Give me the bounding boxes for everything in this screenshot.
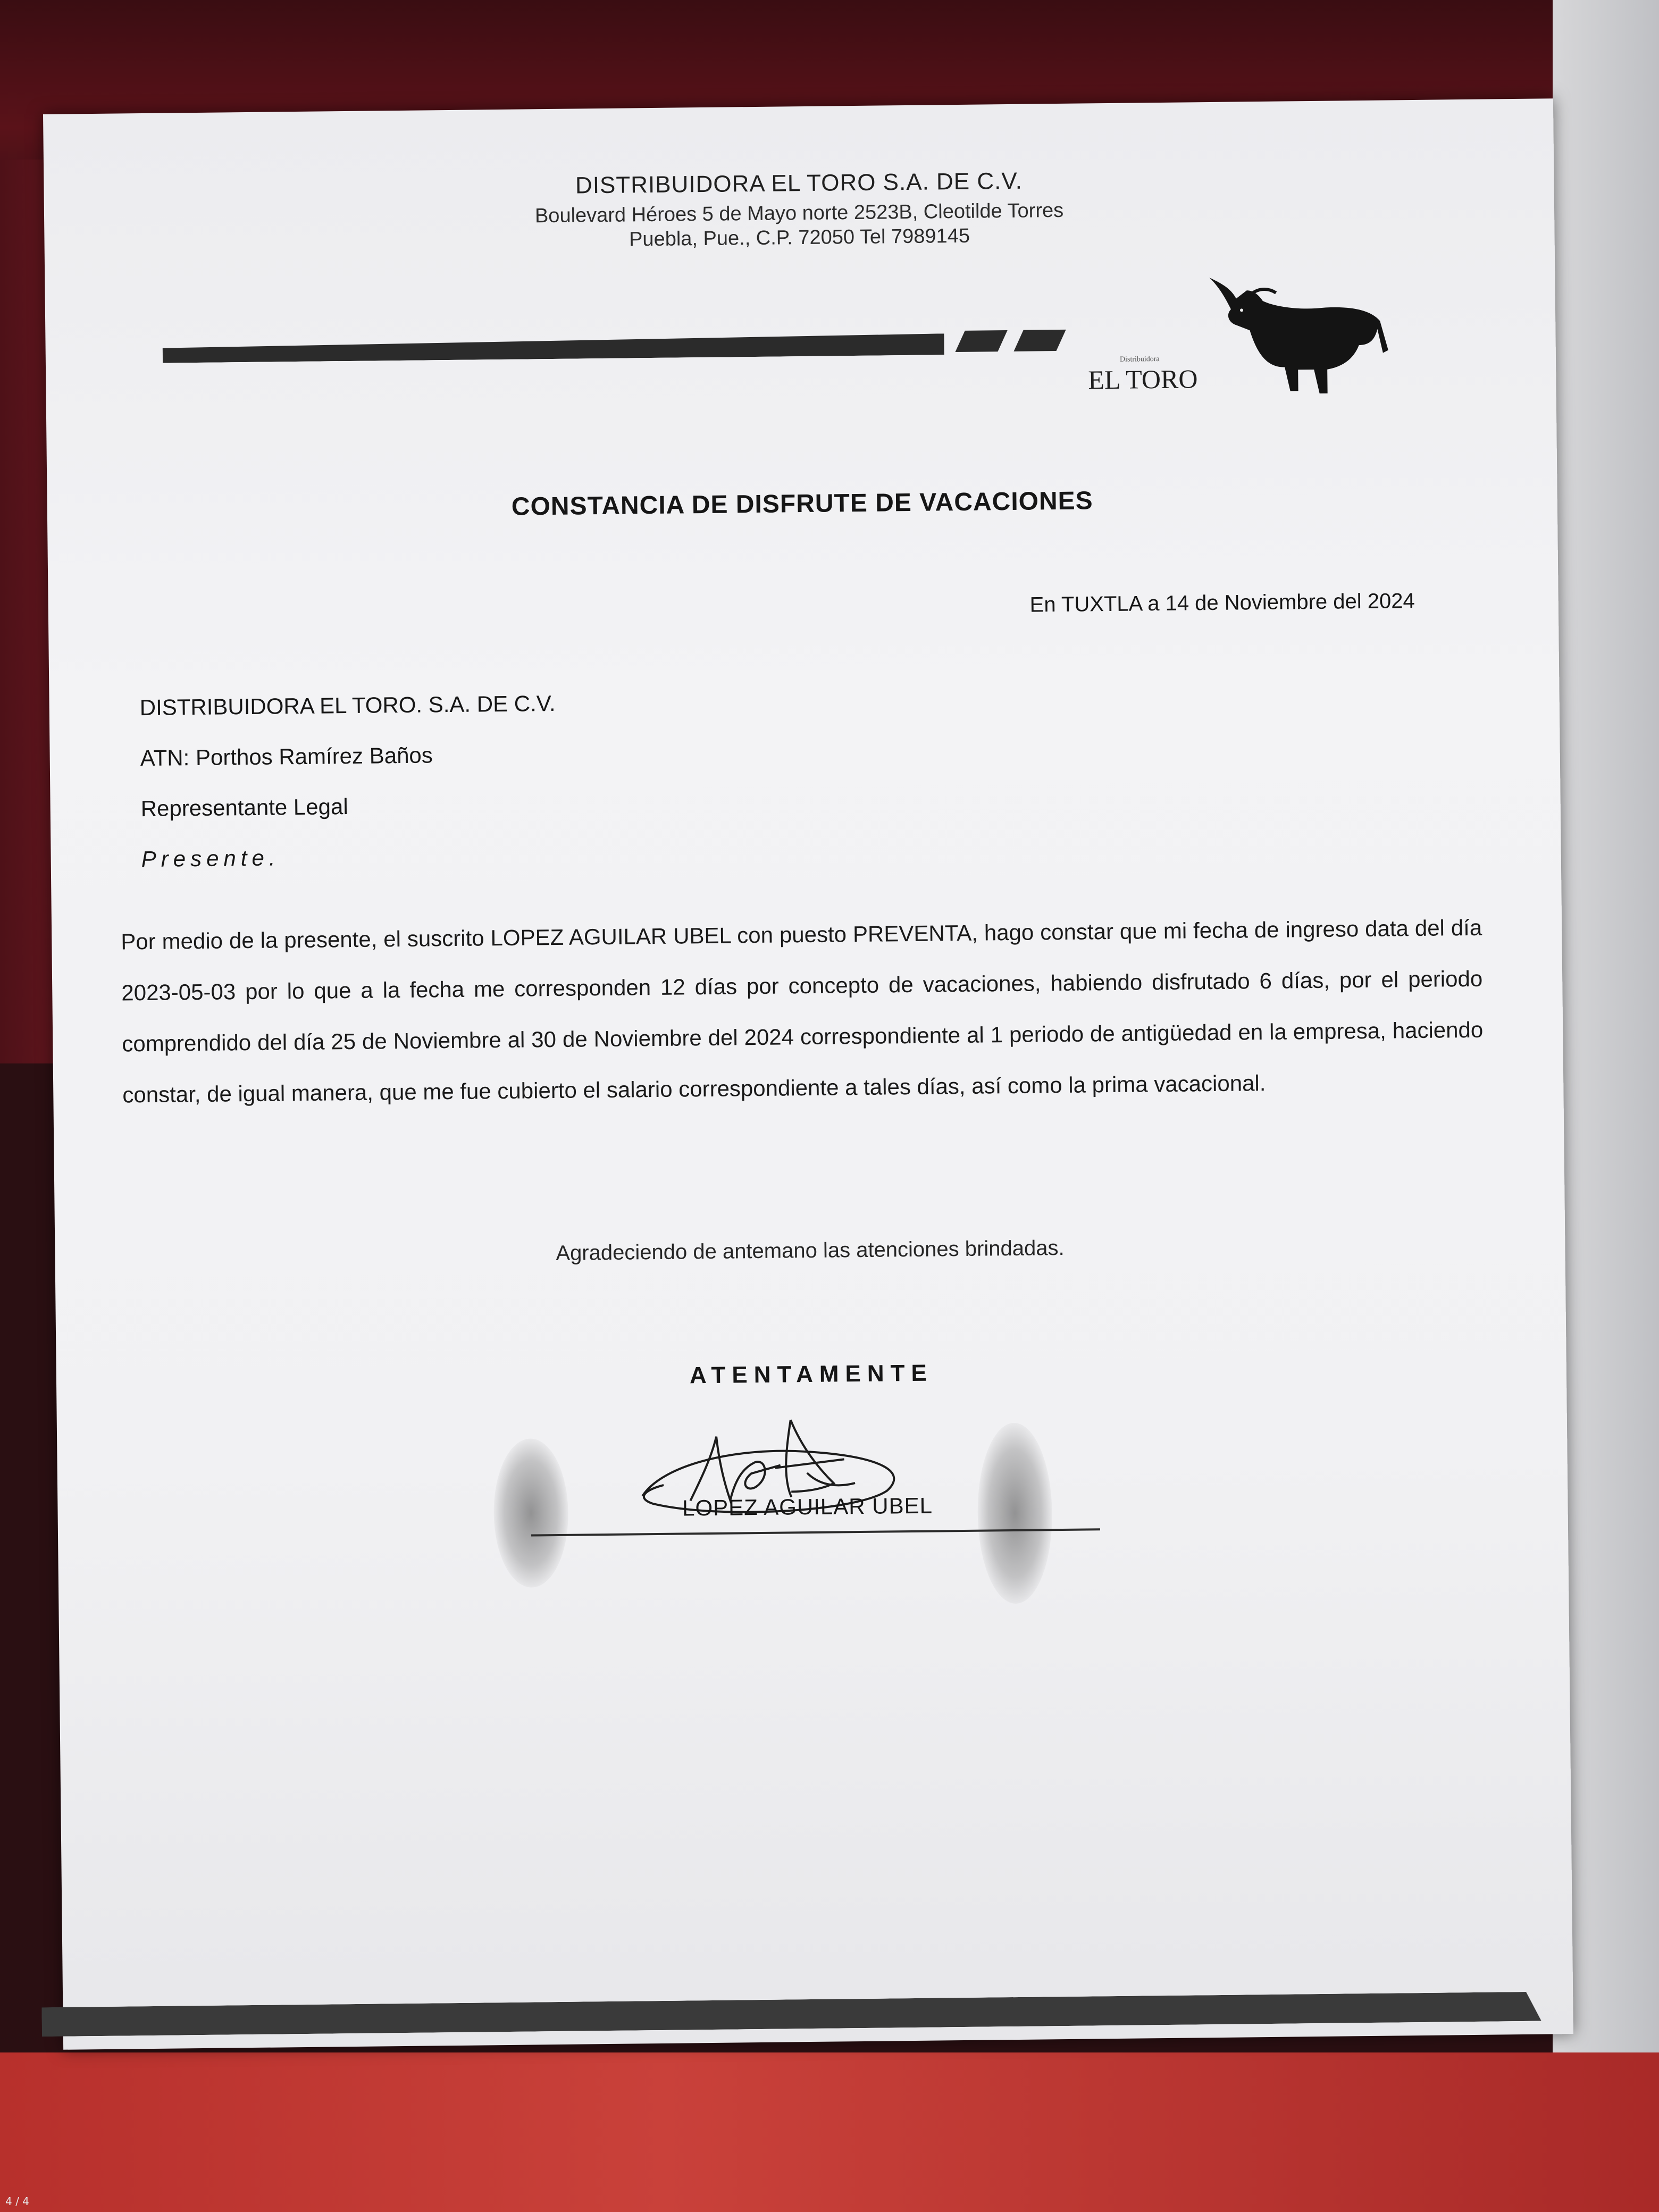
company-address xyxy=(44,193,1555,258)
body-paragraph: Por medio de la presente, el suscrito LOPEZ AGUILAR UBEL con puesto PREVENTA, hago constar que mi fecha de ingreso data del día 2023-05-03 por lo que a la fecha me corresponden 12 días por concepto de vacaciones, habiendo disfrutado 6 días, por el periodo comprendido del día 25 de Noviembre al 30 de Noviembre del 2024 correspondiente al 1 periodo de antigüedad en la empresa, haciendo constar, de igual manera, que me fue cubierto el salario correspondiente a tales días, así como la prima vacacional. xyxy=(121,915,1484,1108)
company-address-line1: Boulevard Héroes 5 de Mayo norte 2523B, Cleotilde Torres xyxy=(534,199,1064,228)
letterhead-dash xyxy=(955,330,1007,352)
document-paper xyxy=(43,98,1573,2050)
page-mark: 4 / 4 xyxy=(5,2195,29,2208)
background-red-surface xyxy=(0,2052,1659,2212)
document-date: En TUXTLA a 14 de Noviembre del 2024 xyxy=(1029,589,1415,617)
closing-thanks: Agradeciendo de antemano las atenciones brindadas. xyxy=(556,1236,1065,1265)
letterhead-dash xyxy=(1013,330,1066,351)
recipient-role: Representante Legal xyxy=(140,794,348,822)
recipient-block xyxy=(139,678,557,884)
logo-wordmark: EL TORO xyxy=(1088,364,1198,395)
recipient-company: DISTRIBUIDORA EL TORO. S.A. DE C.V. xyxy=(139,690,556,720)
footer-bar xyxy=(41,1992,1541,2037)
logo-tagline: Distribuidora xyxy=(1119,355,1160,364)
letterhead-bar xyxy=(163,333,944,363)
recipient-greeting: Presente. xyxy=(141,845,280,872)
company-address-line2: Puebla, Pue., C.P. 72050 Tel 7989145 xyxy=(629,224,970,251)
logo-text xyxy=(1088,355,1198,395)
document-title: CONSTANCIA DE DISFRUTE DE VACACIONES xyxy=(511,487,1093,521)
bull-icon xyxy=(1199,265,1392,405)
company-name: DISTRIBUIDORA EL TORO S.A. DE C.V. xyxy=(575,167,1023,199)
sign-off: ATENTAMENTE xyxy=(689,1360,934,1389)
company-letterhead xyxy=(44,162,1554,258)
signer-name: LOPEZ AGUILAR UBEL xyxy=(682,1493,933,1521)
company-logo xyxy=(1087,265,1386,428)
recipient-attention: ATN: Porthos Ramírez Baños xyxy=(140,742,433,771)
